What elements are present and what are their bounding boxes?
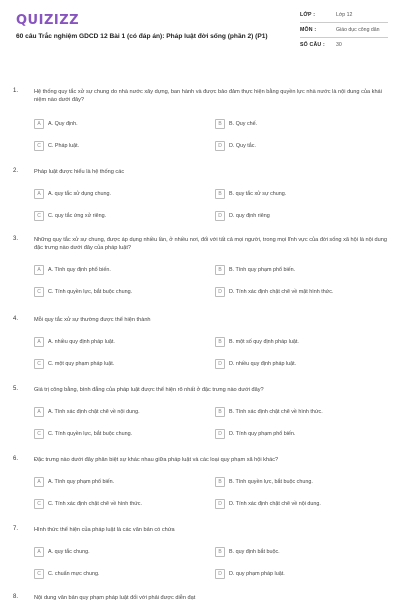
- option-letter: B: [215, 119, 225, 129]
- option-d[interactable]: [215, 210, 373, 222]
- question-text: Hình thức thể hiện của pháp luật là các văn bản có chứa: [34, 527, 175, 533]
- option-text: B. Tính quy phạm phổ biến.: [229, 267, 296, 273]
- option-text: A. nhiều quy định pháp luật.: [48, 339, 115, 345]
- option-text: A. quy tắc sử dụng chung.: [48, 191, 111, 197]
- meta-count-row: [300, 42, 388, 49]
- option-letter: D: [215, 211, 225, 221]
- question-number: 5.: [13, 386, 19, 392]
- question-text: Giá trị công bằng, bình đẳng của pháp luật được thể hiện rõ nhất ở đặc trưng nào dưới đây?: [34, 387, 264, 393]
- option-letter: D: [215, 359, 225, 369]
- option-text: A. Quy định.: [48, 121, 78, 127]
- option-d[interactable]: [215, 286, 373, 298]
- option-text: C. Tính xác định chặt chẽ về hình thức.: [48, 501, 143, 507]
- option-d[interactable]: [215, 140, 373, 152]
- meta-count-value: 30: [336, 42, 342, 48]
- option-letter: B: [215, 477, 225, 487]
- option-text: C. một quy phạm pháp luật.: [48, 361, 115, 367]
- option-a[interactable]: [34, 118, 192, 130]
- option-text: B. Tính xác định chặt chẽ về hình thức.: [229, 409, 323, 415]
- question-text: Nội dung văn bản quy phạm pháp luật đối với phải được diễn đạt: [34, 595, 196, 600]
- worksheet-title: 60 câu Trắc nghiệm GDCD 12 Bài 1 (có đáp án): Pháp luật đời sống (phần 2) (P1): [16, 33, 268, 40]
- option-text: A. Tính xác định chặt chẽ về nội dung.: [48, 409, 140, 415]
- meta-subject-label: MÔN :: [300, 27, 317, 33]
- question-number: 3.: [13, 236, 19, 242]
- option-b[interactable]: [215, 118, 373, 130]
- option-text: D. Tính quy phạm phổ biến.: [229, 431, 296, 437]
- option-text: D. quy định riêng: [229, 213, 270, 219]
- option-d[interactable]: [215, 498, 373, 510]
- worksheet-meta: [300, 12, 388, 49]
- option-letter: B: [215, 547, 225, 557]
- option-a[interactable]: [34, 406, 192, 418]
- option-d[interactable]: [215, 568, 373, 580]
- option-c[interactable]: [34, 140, 192, 152]
- option-text: B. Tính quyền lực, bắt buộc chung.: [229, 479, 313, 485]
- option-letter: B: [215, 337, 225, 347]
- option-text: C. Tính quyền lực, bắt buộc chung.: [48, 431, 133, 437]
- option-letter: B: [215, 265, 225, 275]
- meta-subject-row: [300, 27, 388, 34]
- option-d[interactable]: [215, 358, 373, 370]
- question-text: Đặc trưng nào dưới đây phân biệt sự khác nhau giữa pháp luật và các loại quy phạm xã hội khác?: [34, 457, 279, 463]
- option-letter: D: [215, 429, 225, 439]
- option-b[interactable]: [215, 188, 373, 200]
- question-text: Pháp luật được hiểu là hệ thống các: [34, 169, 125, 175]
- option-b[interactable]: [215, 476, 373, 488]
- question-number: 4.: [13, 316, 19, 322]
- option-text: D. Quy tắc.: [229, 143, 256, 149]
- option-c[interactable]: [34, 428, 192, 440]
- option-a[interactable]: [34, 336, 192, 348]
- question-number: 1.: [13, 88, 19, 94]
- option-text: B. Quy chế.: [229, 121, 258, 127]
- option-text: D. Tính xác định chặt chẽ về nội dung.: [229, 501, 321, 507]
- option-letter: D: [215, 287, 225, 297]
- option-c[interactable]: [34, 210, 192, 222]
- option-c[interactable]: [34, 286, 192, 298]
- option-letter: C: [34, 211, 44, 221]
- meta-divider: [300, 37, 388, 38]
- question-text: Hệ thống quy tắc xử sự chung do nhà nước xây dựng, ban hành và được bảo đảm thực hiện bằng quyền lực nhà nước là nội dung của khái niệm nào dưới đây?: [34, 89, 382, 103]
- question-number: 8.: [13, 594, 19, 600]
- question-number: 7.: [13, 526, 19, 532]
- option-d[interactable]: [215, 428, 373, 440]
- option-text: B. quy định bắt buộc.: [229, 549, 280, 555]
- question-number: 6.: [13, 456, 19, 462]
- meta-count-label: SỐ CÂU :: [300, 42, 325, 48]
- option-text: D. quy phạm pháp luật.: [229, 571, 285, 577]
- meta-class-row: [300, 12, 388, 19]
- quizizz-logo: QUIZIZZ: [16, 13, 80, 28]
- question-number: 2.: [13, 168, 19, 174]
- question-text: Mỗi quy tắc xử sự thường được thể hiện thành: [34, 317, 151, 323]
- option-text: C. chuẩn mực chung.: [48, 571, 100, 577]
- option-text: A. quy tắc chung.: [48, 549, 90, 555]
- option-letter: A: [34, 407, 44, 417]
- option-letter: D: [215, 569, 225, 579]
- option-c[interactable]: [34, 568, 192, 580]
- option-letter: C: [34, 499, 44, 509]
- meta-class-label: LỚP :: [300, 12, 316, 18]
- option-c[interactable]: [34, 498, 192, 510]
- option-letter: D: [215, 141, 225, 151]
- option-b[interactable]: [215, 406, 373, 418]
- option-a[interactable]: [34, 188, 192, 200]
- option-letter: C: [34, 429, 44, 439]
- option-letter: B: [215, 189, 225, 199]
- option-text: B. quy tắc xử sự chung.: [229, 191, 287, 197]
- option-b[interactable]: [215, 264, 373, 276]
- option-letter: A: [34, 477, 44, 487]
- question-text: Những quy tắc xử sự chung, được áp dụng nhiều lần, ở nhiều nơi, đối với tất cả mọi người, trong mọi lĩnh vực của đời sống xã hội là nội dung đặc trưng nào dưới đây của pháp luật?: [34, 237, 387, 251]
- option-letter: C: [34, 569, 44, 579]
- meta-class-value: Lớp 12: [336, 12, 353, 18]
- meta-subject-value: Giáo dục công dân: [336, 27, 380, 33]
- option-letter: A: [34, 337, 44, 347]
- option-a[interactable]: [34, 476, 192, 488]
- option-text: D. nhiều quy định pháp luật.: [229, 361, 297, 367]
- meta-divider: [300, 22, 388, 23]
- worksheet-header: [0, 0, 400, 80]
- option-text: A. Tính quy định phổ biến.: [48, 267, 111, 273]
- option-b[interactable]: [215, 546, 373, 558]
- option-text: A. Tính quy phạm phổ biến.: [48, 479, 115, 485]
- option-text: C. Tính quyền lực, bắt buộc chung.: [48, 289, 133, 295]
- option-a[interactable]: [34, 264, 192, 276]
- option-text: B. một số quy định pháp luật.: [229, 339, 299, 345]
- option-text: D. Tính xác định chặt chẽ về mặt hình thức.: [229, 289, 334, 295]
- option-letter: B: [215, 407, 225, 417]
- option-letter: A: [34, 265, 44, 275]
- option-text: C. Pháp luật.: [48, 143, 80, 149]
- option-letter: C: [34, 141, 44, 151]
- option-letter: A: [34, 119, 44, 129]
- option-c[interactable]: [34, 358, 192, 370]
- option-a[interactable]: [34, 546, 192, 558]
- option-letter: D: [215, 499, 225, 509]
- option-letter: C: [34, 287, 44, 297]
- option-letter: A: [34, 547, 44, 557]
- option-letter: A: [34, 189, 44, 199]
- option-text: C. quy tắc ứng xử riêng.: [48, 213, 107, 219]
- option-b[interactable]: [215, 336, 373, 348]
- option-letter: C: [34, 359, 44, 369]
